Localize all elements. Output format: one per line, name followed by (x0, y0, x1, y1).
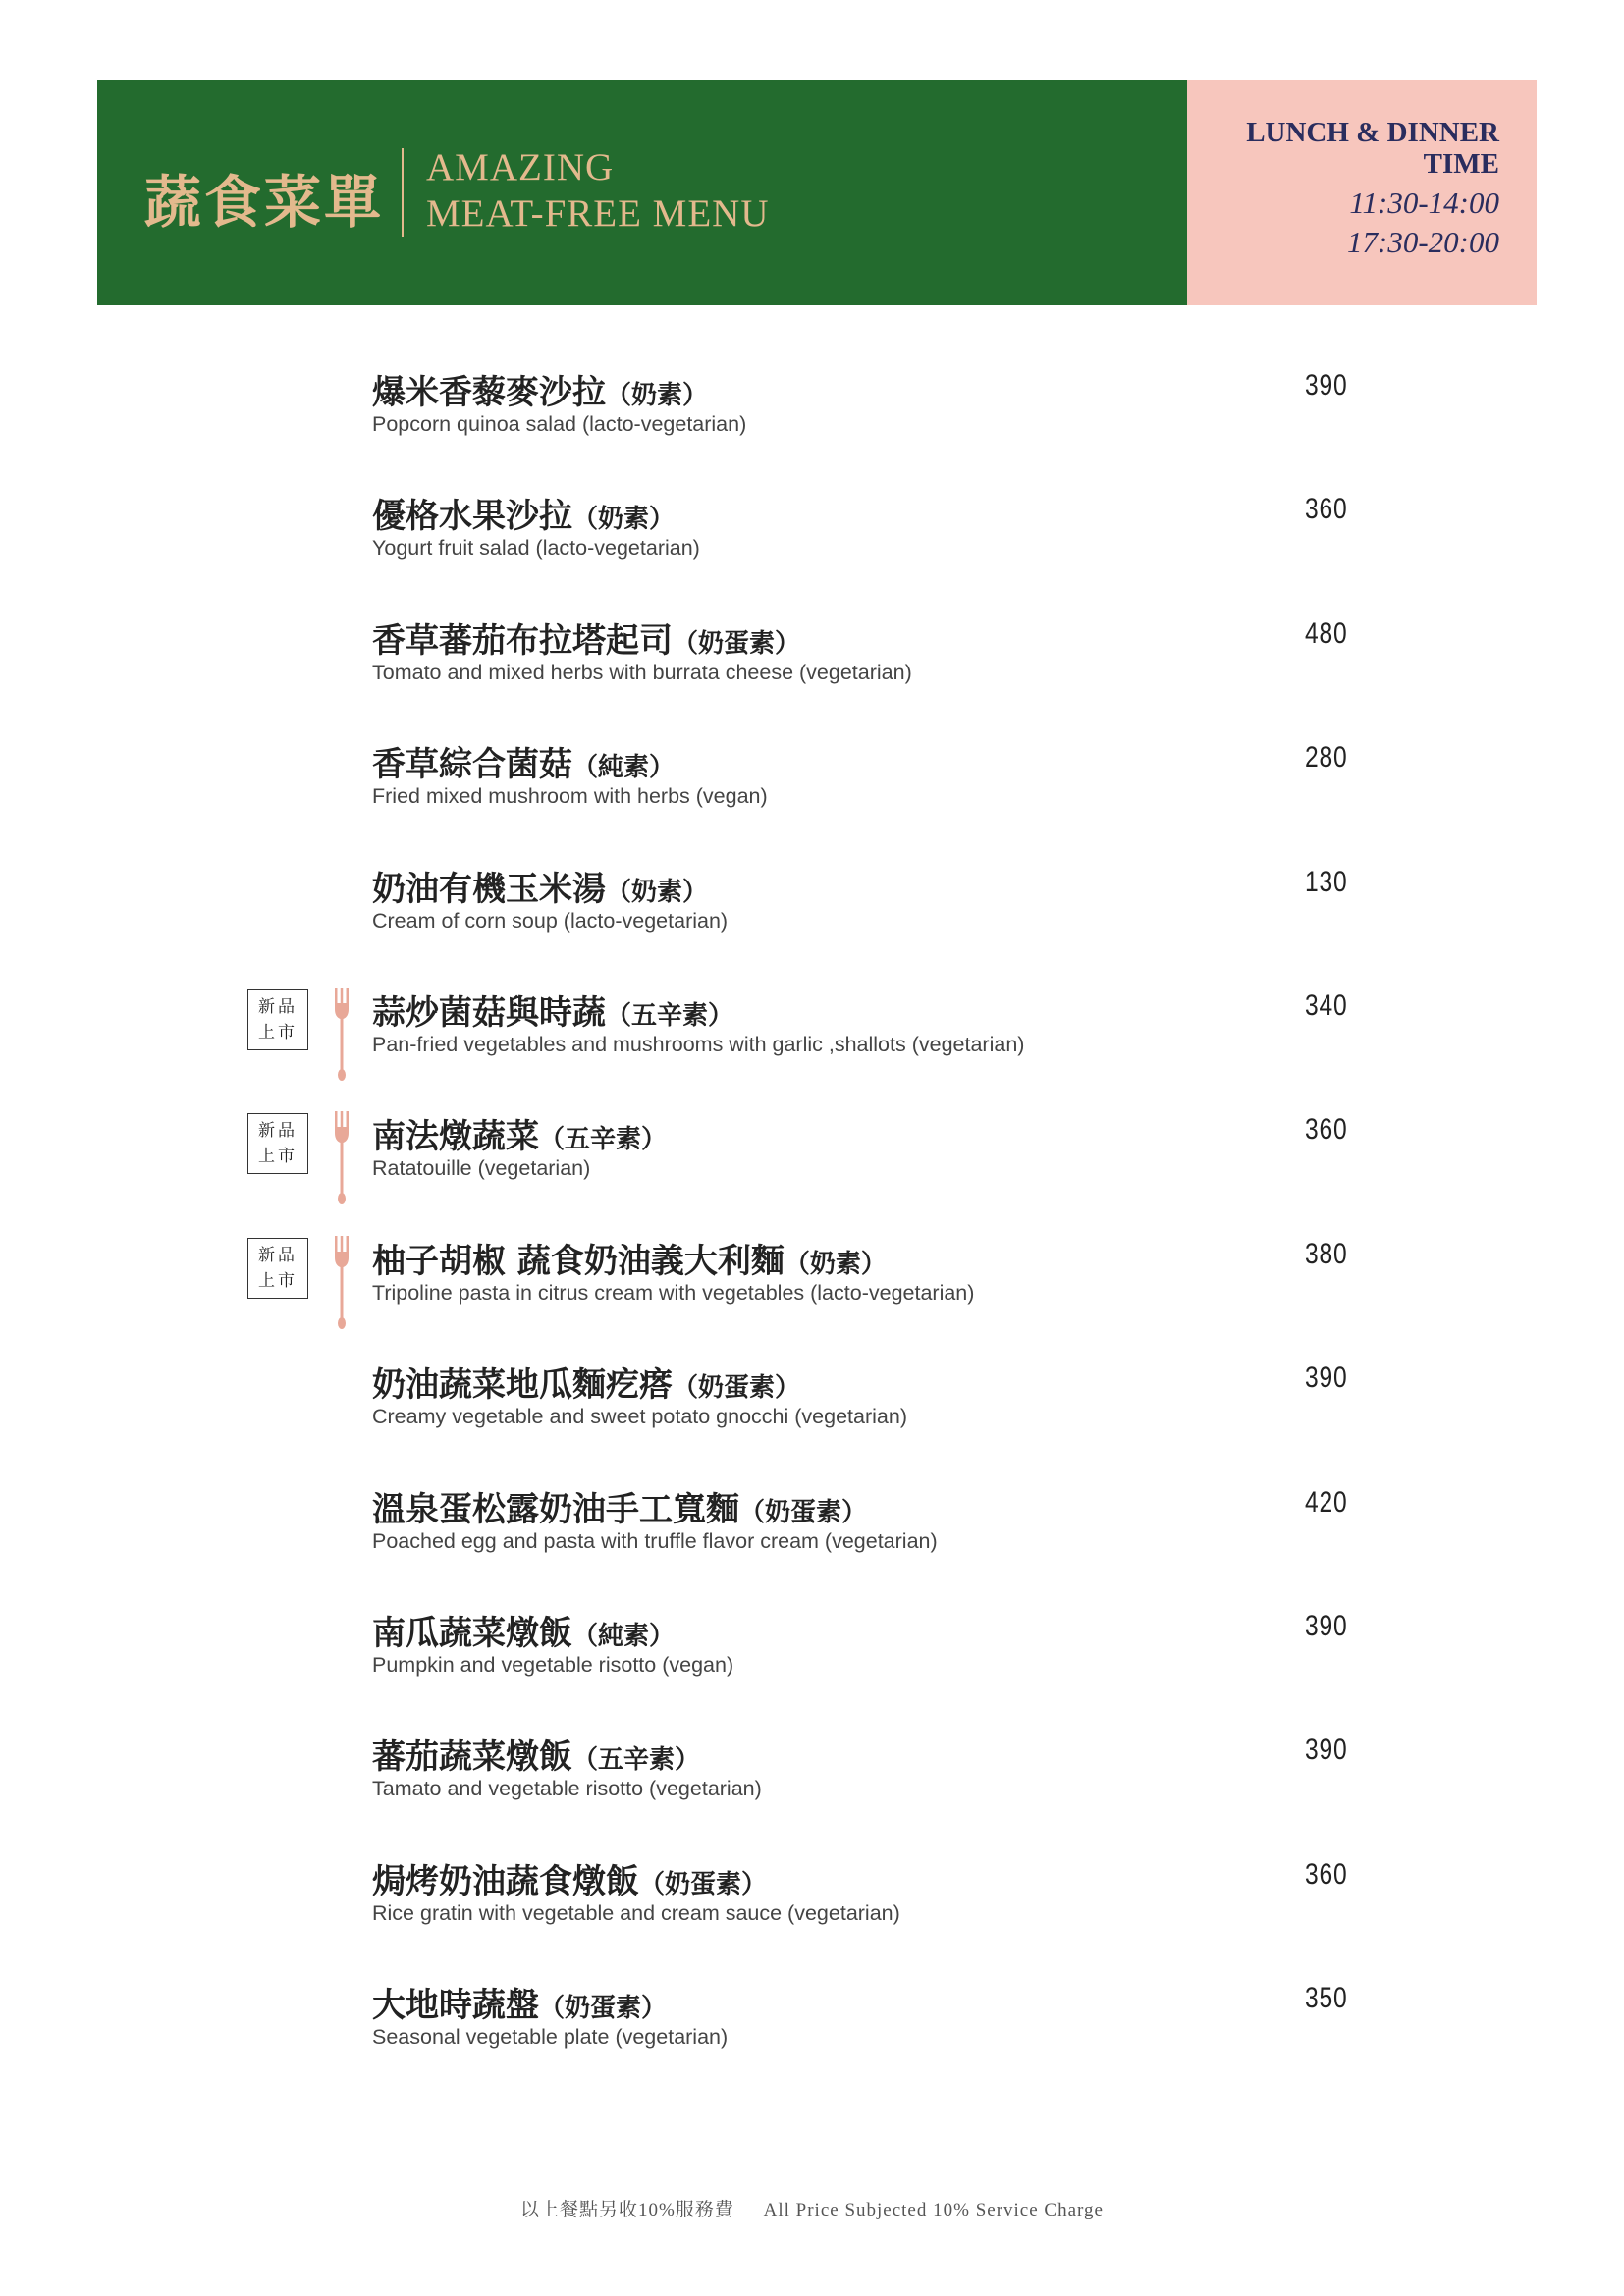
item-price: 130 (1305, 866, 1348, 898)
menu-header (97, 80, 1537, 305)
item-price: 360 (1305, 493, 1348, 525)
item-diet-type: （五辛素） (539, 1125, 668, 1154)
menu-title-zh: 蔬食菜單 (144, 169, 385, 236)
menu-item (372, 614, 1354, 702)
menu-item (372, 365, 1354, 454)
item-name-en: Tomato and mixed herbs with burrata cheese (vegetarian) (372, 661, 912, 684)
item-diet-type: （奶素） (606, 878, 709, 907)
item-name-zh-text: 奶油有機玉米湯 (372, 870, 606, 909)
item-diet-type: （奶蛋素） (539, 1994, 668, 2023)
menu-item (372, 862, 1354, 950)
item-name-en: Fried mixed mushroom with herbs (vegan) (372, 784, 768, 808)
new-badge-line1: 新品 (258, 1246, 298, 1265)
item-name-zh (372, 1234, 887, 1282)
item-name-zh-text: 優格水果沙拉 (372, 497, 572, 536)
item-price: 380 (1305, 1238, 1348, 1270)
time-label (1205, 117, 1499, 180)
item-name-zh (372, 1730, 700, 1778)
item-name-en: Pumpkin and vegetable risotto (vegan) (372, 1653, 734, 1677)
item-name-zh (372, 1482, 867, 1530)
item-price: 350 (1305, 1982, 1348, 2014)
menu-item (372, 1606, 1354, 1694)
item-name-en: Tripoline pasta in citrus cream with vegetables (lacto-vegetarian) (372, 1281, 975, 1305)
item-name-zh-text: 奶油蔬菜地瓜麵疙瘩 (372, 1365, 673, 1405)
item-diet-type: （純素） (572, 753, 676, 782)
item-name-zh-text: 大地時蔬盤 (372, 1986, 539, 2025)
menu-item (372, 1234, 1354, 1322)
menu-item (372, 489, 1354, 577)
item-name-zh (372, 1358, 800, 1406)
item-name-zh (372, 986, 733, 1034)
service-charge-en: All Price Subjected 10% Service Charge (763, 2200, 1104, 2220)
item-name-zh-text: 蕃茄蔬菜燉飯 (372, 1737, 572, 1777)
item-diet-type: （奶蛋素） (673, 1373, 801, 1403)
item-price: 390 (1305, 1610, 1348, 1642)
menu-item (372, 1482, 1354, 1571)
time-label-line2: TIME (1423, 148, 1499, 180)
item-name-zh-text: 南瓜蔬菜燉飯 (372, 1614, 572, 1653)
item-price: 390 (1305, 1734, 1348, 1766)
menu-title-en-line1: AMAZING (426, 146, 615, 188)
new-badge-line2: 上市 (258, 1023, 298, 1042)
item-name-zh (372, 862, 708, 910)
new-badge-line2: 上市 (258, 1147, 298, 1166)
item-name-en: Pan-fried vegetables and mushrooms with garlic ,shallots (vegetarian) (372, 1033, 1025, 1056)
menu-item (372, 1854, 1354, 1943)
service-charge-zh: 以上餐點另收10%服務費 (520, 2200, 734, 2220)
item-diet-type: （奶蛋素） (739, 1498, 868, 1527)
menu-item (372, 1730, 1354, 1818)
fork-icon (332, 1236, 352, 1330)
item-name-en: Creamy vegetable and sweet potato gnocchi (vegetarian) (372, 1405, 907, 1428)
lunch-time: 11:30-14:00 (1349, 186, 1499, 220)
new-item-badge (247, 989, 308, 1050)
new-item-badge (247, 1238, 308, 1299)
item-diet-type: （奶素） (572, 505, 676, 534)
time-label-line1: LUNCH & DINNER (1246, 117, 1499, 148)
item-name-zh (372, 614, 800, 662)
item-name-zh-text: 爆米香藜麥沙拉 (372, 373, 606, 412)
item-price: 390 (1305, 369, 1348, 401)
header-time-panel (1187, 80, 1537, 305)
service-charge-note (0, 2195, 1624, 2221)
menu-item (372, 1109, 1354, 1198)
header-title-panel (97, 80, 1187, 305)
item-diet-type: （奶蛋素） (639, 1870, 768, 1899)
item-name-zh (372, 1854, 767, 1902)
new-badge-line2: 上市 (258, 1271, 298, 1291)
item-name-en: Cream of corn soup (lacto-vegetarian) (372, 909, 729, 933)
title-divider (402, 148, 404, 237)
item-name-zh (372, 737, 675, 785)
item-diet-type: （五辛素） (572, 1745, 701, 1775)
item-price: 360 (1305, 1113, 1348, 1146)
item-name-zh (372, 489, 675, 537)
fork-icon (332, 988, 352, 1082)
item-price: 480 (1305, 617, 1348, 650)
item-name-zh-text: 蒜炒菌菇與時蔬 (372, 993, 606, 1033)
menu-title-en-line2: MEAT-FREE MENU (426, 192, 770, 235)
menu-item (372, 737, 1354, 826)
item-name-zh-text: 溫泉蛋松露奶油手工寬麵 (372, 1490, 739, 1529)
item-name-zh (372, 1606, 675, 1654)
item-diet-type: （奶素） (606, 381, 709, 410)
item-name-en: Popcorn quinoa salad (lacto-vegetarian) (372, 412, 747, 436)
menu-item (372, 1358, 1354, 1446)
menu-item (372, 986, 1354, 1074)
item-name-zh-text: 焗烤奶油蔬食燉飯 (372, 1862, 639, 1901)
item-name-zh (372, 1978, 667, 2026)
item-name-zh-text: 南法燉蔬菜 (372, 1117, 539, 1156)
item-name-zh-text: 香草蕃茄布拉塔起司 (372, 621, 673, 661)
dinner-time: 17:30-20:00 (1347, 225, 1499, 259)
item-name-zh-text: 香草綜合菌菇 (372, 745, 572, 784)
item-price: 390 (1305, 1362, 1348, 1394)
item-price: 340 (1305, 989, 1348, 1022)
item-name-en: Tamato and vegetable risotto (vegetarian) (372, 1777, 762, 1800)
item-diet-type: （奶素） (784, 1250, 887, 1279)
new-badge-line1: 新品 (258, 997, 298, 1017)
item-name-zh-text: 柚子胡椒 蔬食奶油義大利麵 (372, 1242, 785, 1281)
item-price: 360 (1305, 1858, 1348, 1891)
item-name-en: Ratatouille (vegetarian) (372, 1156, 591, 1180)
item-diet-type: （五辛素） (606, 1001, 734, 1031)
item-diet-type: （純素） (572, 1622, 676, 1651)
new-item-badge (247, 1113, 308, 1174)
item-name-en: Rice gratin with vegetable and cream sauce (vegetarian) (372, 1901, 900, 1925)
item-name-en: Poached egg and pasta with truffle flavor cream (vegetarian) (372, 1529, 938, 1553)
item-name-zh (372, 1109, 667, 1157)
item-price: 280 (1305, 741, 1348, 774)
item-name-en: Seasonal vegetable plate (vegetarian) (372, 2025, 729, 2049)
item-name-zh (372, 365, 708, 413)
item-name-en: Yogurt fruit salad (lacto-vegetarian) (372, 536, 700, 560)
item-price: 420 (1305, 1486, 1348, 1519)
menu-title-en (426, 144, 770, 237)
item-diet-type: （奶蛋素） (673, 629, 801, 659)
fork-icon (332, 1111, 352, 1205)
new-badge-line1: 新品 (258, 1121, 298, 1141)
menu-item (372, 1978, 1354, 2066)
